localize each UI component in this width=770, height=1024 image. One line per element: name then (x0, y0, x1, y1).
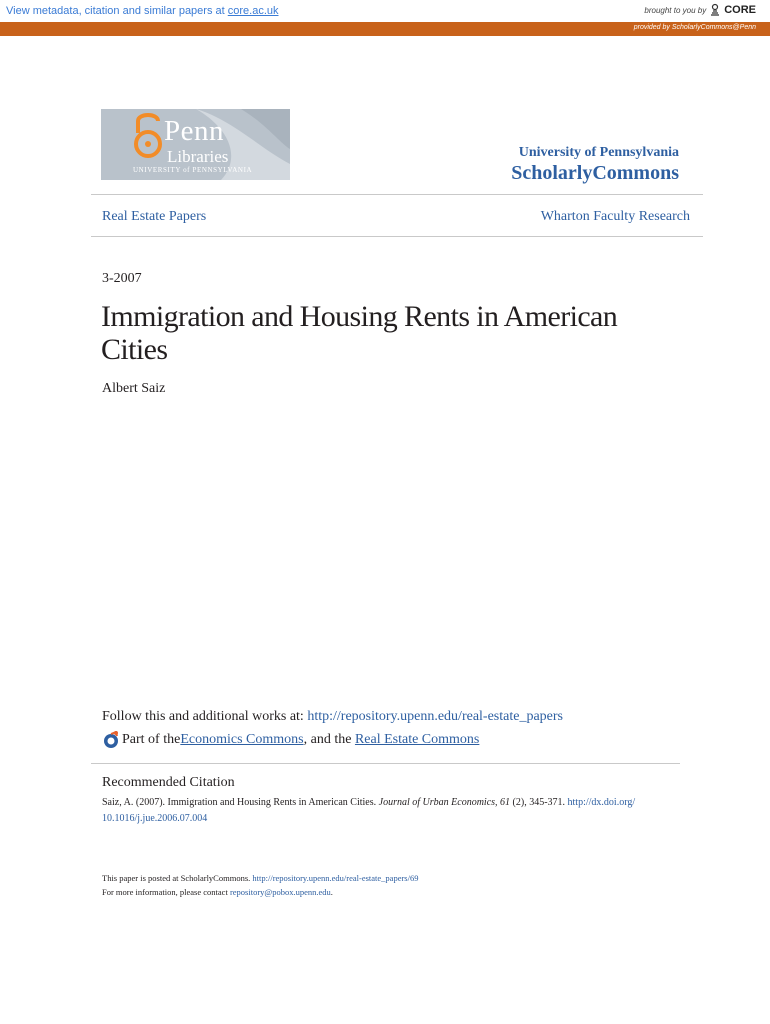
core-logo-icon (709, 3, 721, 17)
divider-low (91, 763, 680, 764)
commons-network-icon (102, 731, 120, 749)
citation-body: Saiz, A. (2007). Immigration and Housing Rents in American Cities. (102, 797, 379, 808)
citation-journal: Journal of Urban Economics, 61 (378, 797, 511, 808)
part-of-prefix: Part of the (122, 732, 181, 747)
logo-libraries-text: Libraries (167, 147, 229, 166)
contact-suffix: . (330, 887, 333, 897)
core-link[interactable]: core.ac.uk (227, 5, 279, 17)
part-of-line (102, 731, 479, 749)
series-link[interactable]: Real Estate Papers (102, 209, 207, 224)
doi-link-part2[interactable]: 10.1016/j.jue.2006.07.004 (102, 813, 208, 824)
logo-university-text: UNIVERSITY of PENNSYLVANIA (133, 166, 253, 174)
posted-prefix: This paper is posted at ScholarlyCommons. (102, 873, 253, 883)
citation-heading: Recommended Citation (102, 775, 235, 790)
citation-details: (2), 345-371. (510, 797, 568, 808)
follow-line (102, 709, 563, 725)
publication-date: 3-2007 (102, 271, 142, 286)
penn-libraries-logo[interactable] (101, 109, 290, 180)
economics-commons-link[interactable]: Economics Commons (180, 732, 304, 747)
footer-notes (102, 871, 418, 899)
core-name[interactable]: CORE (724, 4, 756, 16)
collection-link[interactable]: Wharton Faculty Research (540, 209, 690, 224)
core-metadata-prefix: View metadata, citation and similar papers at (6, 5, 228, 17)
real-estate-commons-link[interactable]: Real Estate Commons (354, 732, 480, 747)
divider-top (91, 194, 703, 195)
core-banner (0, 0, 770, 22)
doi-link-part1[interactable]: http://dx.doi.org/ (567, 797, 636, 808)
core-metadata-line (6, 5, 279, 17)
university-name[interactable]: University of Pennsylvania (518, 145, 679, 160)
paper-author: Albert Saiz (102, 381, 166, 396)
paper-title: Immigration and Housing Rents in American Cities (101, 300, 618, 366)
provided-by-label[interactable]: provided by ScholarlyCommons@Penn (633, 24, 756, 31)
contact-email-link[interactable]: repository@pobox.upenn.edu (229, 887, 331, 897)
logo-penn-text: Penn (164, 115, 224, 147)
posted-url-link[interactable]: http://repository.upenn.edu/real-estate_papers/69 (252, 873, 419, 883)
follow-prefix: Follow this and additional works at: (102, 709, 308, 724)
brought-to-you-label: brought to you by (644, 5, 707, 15)
part-of-middle: , and the (303, 732, 355, 747)
citation-text (102, 795, 672, 827)
divider-mid (91, 236, 703, 237)
core-provider-band (0, 22, 770, 36)
repository-name[interactable]: ScholarlyCommons (511, 162, 679, 184)
contact-prefix: For more information, please contact (102, 887, 230, 897)
follow-url-link[interactable]: http://repository.upenn.edu/real-estate_papers (307, 709, 563, 724)
core-attribution (644, 3, 756, 17)
